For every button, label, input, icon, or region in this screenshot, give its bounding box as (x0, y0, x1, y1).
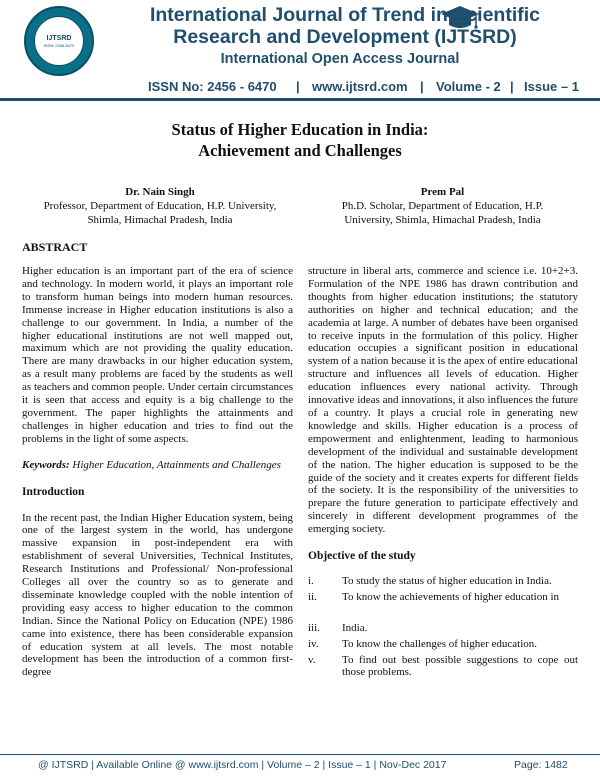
list-item: ii. To know the achievements of higher education in (308, 590, 560, 603)
page-footer (0, 756, 600, 776)
list-item: v. To find out best possible suggestions to cope out those problems. (308, 653, 578, 679)
keywords-label: Keywords: (22, 458, 70, 471)
issn-number: ISSN No: 2456 - 6470 (148, 79, 277, 94)
keywords (22, 459, 293, 472)
author-name: Dr. Nain Singh (125, 186, 195, 198)
list-item: iii. India. (308, 621, 368, 634)
header-divider (0, 98, 600, 101)
author-affiliation: Ph.D. Scholar, Department of Education, H.P. (341, 200, 544, 212)
paper-title: Status of Higher Education in India: Achievement and Challenges (171, 120, 429, 160)
intro-text: In the recent past, the Indian Higher Education system, being one of the largest system in the world, has undergone massive expansion in post-independent era with establishment of several Universities, Technical Institutes, Research Institutions and Professional/ Non-professional Colleges all over the country so as to generate and disseminate knowledge coupled with the noble intention of providing easy access to higher education to the common Indian. Since the National Policy on Education (NPE) 1986 came into existence, there has been considerable expansion of education system at all levels. The most notable development has been the introduction of a common first-degree (22, 511, 293, 679)
author-affiliation: Professor, Department of Education, H.P. University, (43, 200, 277, 212)
journal-title: International Journal of Trend in Scientific Research and Development (IJTSRD) (149, 4, 541, 48)
author-1 (20, 185, 300, 227)
abstract-text: Higher education is an important part of the era of science and technology. In modern world, it plays an important role to transform human beings into modern human resources. Immense increase in Higher education institutions is also a challenge to our government. In India, a number of the higher educational institutions are not well mapped out, maximum which are not providing the quality education. There are many drawbacks in our higher education system, as a result many problems are faced by the students as well as teachers and common people. Under certain circumstances it is seen that access and equity is a big challenge to the government. The paper highlights the attainments and challenges in higher education and tries to find out the problems in the light of some aspects. (22, 265, 293, 445)
journal-website: www.ijtsrd.com (312, 79, 408, 94)
right-column (308, 265, 578, 679)
footer-divider (0, 754, 600, 755)
journal-subtitle: International Open Access Journal (220, 51, 460, 67)
footer-text: @ IJTSRD | Available Online @ www.ijtsrd.com | Volume – 2 | Issue – 1 | Nov-Dec 2017 (38, 759, 447, 771)
issue-label: Issue – 1 (524, 79, 579, 94)
author-2 (300, 185, 585, 227)
logo-text: IJTSRD (46, 34, 72, 42)
intro-heading: Introduction (22, 485, 85, 498)
list-item: iv. To know the challenges of higher education. (308, 637, 538, 650)
left-column (22, 265, 293, 679)
abstract-heading: ABSTRACT (22, 240, 88, 254)
body-text: structure in liberal arts, commerce and science i.e. 10+2+3. Formulation of the NPE 1986 has drawn contribution and thoughts from higher education institutions; the statutory authorities on higher and technical education; and the academia at large. A number of debates have been organised to receive inputs in the formulation of this policy. Higher education occupies a significant position in educational system of a nation because it is the apex of entire educational structure and influences all levels of education. Higher education influences every national activity. Through innovative ideas and innovations, it also influences the future of a country. It plays a crucial role in generating new knowledge and skills. Higher education is a process of empowerment and enlightenment, leading to harmonious development of the individual and sustainable development of the nation. The higher education is supposed to be the guide of the society and it creates experts for different fields of the society. It is the responsibility of the universities to prepare the future generation to participate effectively and sincerely in different development programmes of the emerging society. (308, 265, 578, 536)
issn-bar: ISSN No: 2456 - 6470 | www.ijtsrd.com | Volume - 2 | Issue – 1 (148, 79, 579, 94)
page-number: Page: 1482 (514, 759, 568, 771)
author-affiliation: University, Shimla, Himachal Pradesh, India (344, 214, 541, 226)
objective-list (308, 575, 578, 679)
list-item: i. To study the status of higher education in India. (308, 574, 552, 587)
journal-logo (24, 6, 94, 76)
author-name: Prem Pal (420, 186, 465, 198)
logo-subtext: ISSN: 2456-6470 (43, 42, 75, 48)
author-affiliation: Shimla, Himachal Pradesh, India (87, 214, 233, 226)
objective-heading: Objective of the study (308, 550, 416, 563)
volume-label: Volume - 2 (436, 79, 501, 94)
journal-header (0, 0, 600, 98)
keywords-text: Higher Education, Attainments and Challenges (69, 458, 281, 471)
